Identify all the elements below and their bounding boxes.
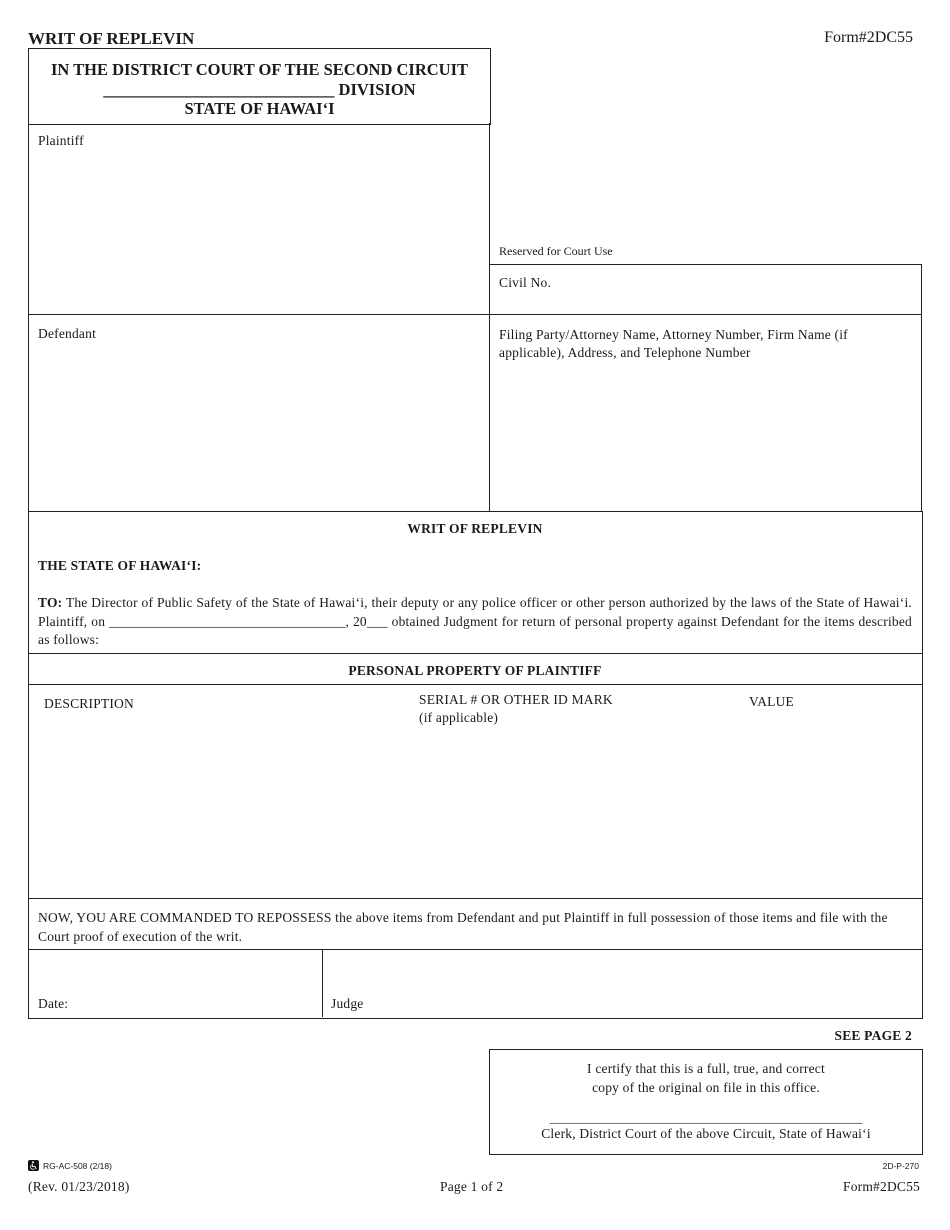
certify-line-2: copy of the original on file in this office. bbox=[592, 1079, 820, 1095]
footer-ada bbox=[28, 1160, 112, 1171]
right-form-code: 2D-P-270 bbox=[882, 1161, 919, 1171]
form-number: Form#2DC55 bbox=[824, 29, 913, 46]
court-name: IN THE DISTRICT COURT OF THE SECOND CIRCUIT bbox=[50, 60, 469, 79]
command-text: NOW, YOU ARE COMMANDED TO REPOSSESS the above items from Defendant and put Plaintiff in full possession of those items and file with the Court proof of execution of the writ. bbox=[38, 910, 888, 944]
property-heading: PERSONAL PROPERTY OF PLAINTIFF bbox=[348, 663, 602, 678]
accessibility-icon bbox=[28, 1160, 39, 1171]
defendant-label: Defendant bbox=[38, 326, 97, 341]
filing-party-label: Filing Party/Attorney Name, Attorney Number, Firm Name (if applicable), Address, and Telephone Number bbox=[499, 327, 848, 360]
ada-form-code: RG-AC-508 (2/18) bbox=[43, 1160, 112, 1171]
document-title: WRIT OF REPLEVIN bbox=[28, 29, 195, 48]
description-column-header: DESCRIPTION bbox=[44, 696, 134, 711]
page-number: Page 1 of 2 bbox=[440, 1179, 504, 1194]
reserved-court-use-label: Reserved for Court Use bbox=[499, 244, 613, 258]
serial-column-subheader: (if applicable) bbox=[419, 710, 499, 725]
clerk-label: Clerk, District Court of the above Circuit, State of Hawai‘i bbox=[541, 1126, 871, 1141]
division-line: ____________________________ DIVISION bbox=[103, 80, 416, 99]
serial-column-header: SERIAL # OR OTHER ID MARK bbox=[419, 692, 613, 707]
revision-date: (Rev. 01/23/2018) bbox=[28, 1179, 130, 1194]
to-label: TO: bbox=[38, 595, 63, 610]
certification-box bbox=[489, 1049, 923, 1155]
state-name: STATE OF HAWAI‘I bbox=[184, 99, 335, 118]
plaintiff-label: Plaintiff bbox=[38, 133, 84, 148]
see-page-2: SEE PAGE 2 bbox=[834, 1028, 912, 1043]
state-heading: THE STATE OF HAWAI‘I: bbox=[38, 558, 202, 573]
date-label: Date: bbox=[38, 996, 69, 1011]
court-caption-box bbox=[28, 48, 491, 125]
to-text: The Director of Public Safety of the State of Hawai‘i, their deputy or any police officer or other person authorized by the laws of the State of Hawai‘i. Plaintiff, on __________________________________, 20___ obtained Judgment for return of personal property against Defendant for the items described as follows: bbox=[38, 595, 912, 647]
to-paragraph bbox=[38, 594, 912, 650]
judge-label: Judge bbox=[331, 996, 364, 1011]
footer-form-number: Form#2DC55 bbox=[842, 1179, 920, 1194]
value-column-header: VALUE bbox=[749, 694, 795, 709]
certify-line-1: I certify that this is a full, true, and correct bbox=[587, 1061, 825, 1076]
clerk-signature-line: _____________________________________________ bbox=[549, 1110, 863, 1125]
writ-heading: WRIT OF REPLEVIN bbox=[407, 521, 543, 536]
civil-no-label: Civil No. bbox=[499, 275, 552, 290]
